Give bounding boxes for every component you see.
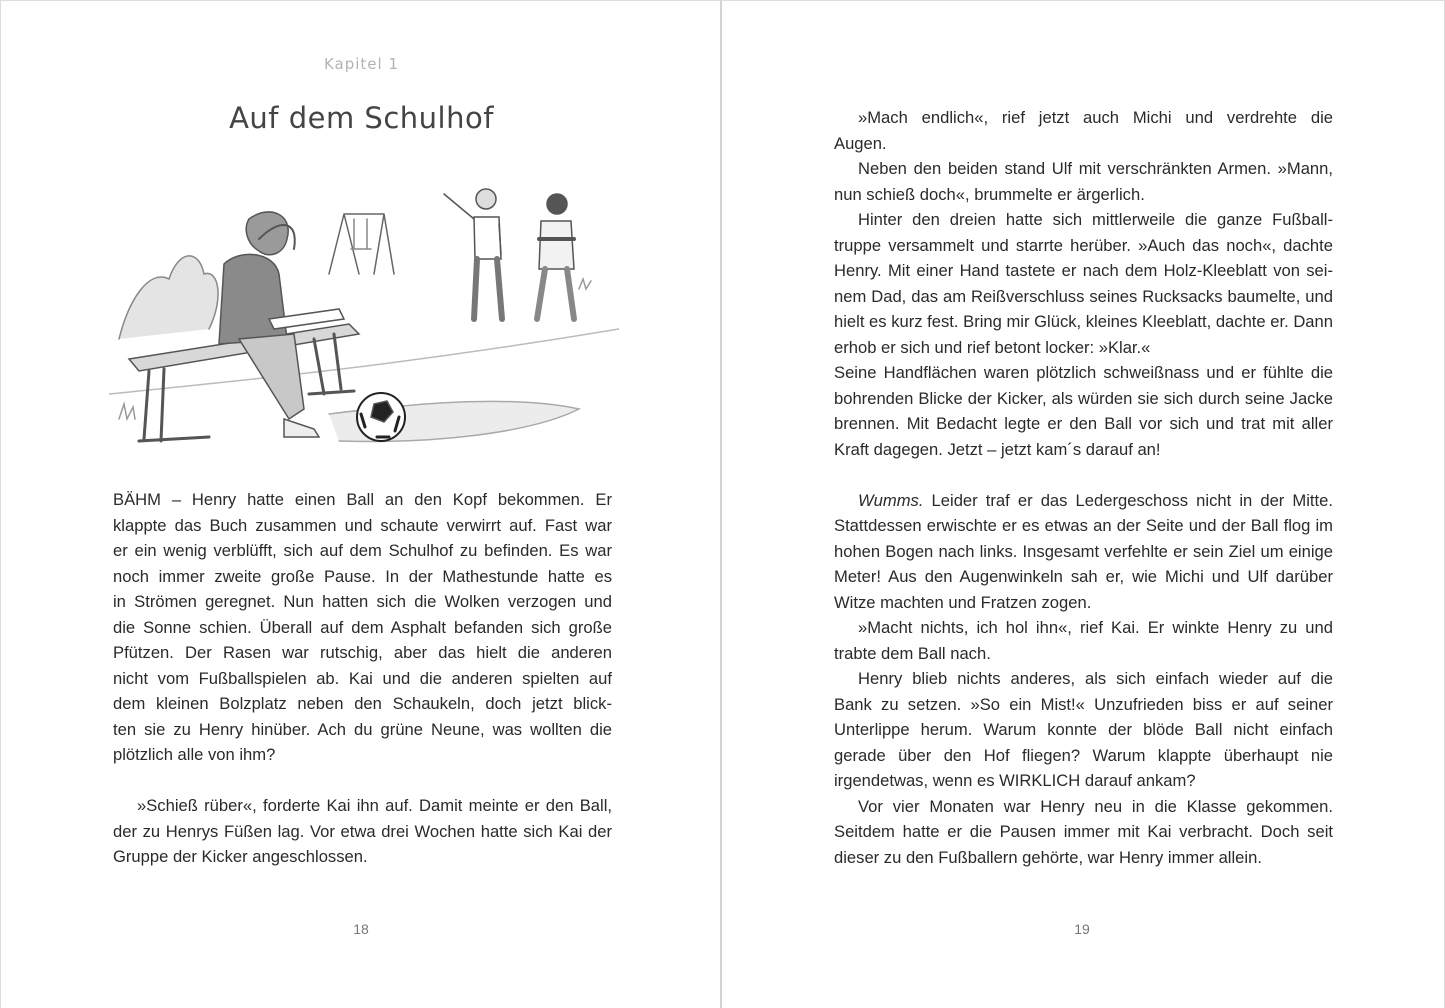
line-text: Leider traf er das Ledergeschoss nicht in der Mitte. (923, 490, 1333, 510)
text-line: irgendetwas, wenn es WIRKLICH darauf ankam? (834, 771, 1196, 790)
paragraph (834, 207, 1333, 360)
text-line: der zu Henrys Füßen lag. Vor etwa drei Wochen hatte sich Kai der (113, 821, 612, 841)
text-line: die Sonne schien. Überall auf dem Asphalt befanden sich große (113, 617, 612, 637)
text-line: Pfützen. Der Rasen war rutschig, aber das hielt die anderen (113, 643, 612, 662)
text-line: Kraft dagegen. Jetzt – jetzt kam´s darauf an! (834, 439, 1161, 459)
text-line: gerade über den Hof fliegen? Warum klappte überhaupt nie (834, 745, 1333, 765)
text-line: nem Dad, das am Reißverschluss seines Rucksacks baumelte, und (834, 286, 1333, 306)
text-line: Hinter den dreien hatte sich mittlerweile die ganze Fußball- (858, 210, 1333, 229)
paragraph (113, 793, 612, 870)
text-line: erhob er sich und rief betont locker: »Klar.« (834, 337, 1151, 357)
paragraph (834, 488, 1333, 616)
left-page-body-text (113, 487, 612, 870)
paragraph (834, 615, 1333, 666)
text-line: brennen. Mit Bedacht legte er den Ball vor sich und trat mit aller (834, 414, 1333, 433)
text-line: Seitdem hatte er die Pausen immer mit Kai verbracht. Doch seit (834, 822, 1333, 841)
paragraph (834, 156, 1333, 207)
text-line: BÄHM – Henry hatte einen Ball an den Kopf bekommen. Er (113, 490, 612, 509)
text-line: Witze machten und Fratzen zogen. (834, 592, 1092, 612)
text-line: Meter! Aus den Augenwinkeln sah er, wie Michi und Ulf darüber (834, 567, 1333, 586)
paragraph (113, 487, 612, 768)
text-line: truppe versammelt und starrte herüber. »Auch das noch«, dachte (834, 235, 1333, 255)
italic-lead: Wumms. (858, 490, 924, 510)
text-line: Henry blieb nichts anderes, als sich einfach wieder auf die (858, 669, 1333, 688)
text-line: Neben den beiden stand Ulf mit verschränkten Armen. »Mann, (858, 159, 1333, 178)
text-line: plötzlich alle von ihm? (113, 745, 276, 764)
text-line: Henry. Mit einer Hand tastete er nach dem Holz-Kleeblatt von sei- (834, 261, 1333, 280)
text-line: Vor vier Monaten war Henry neu in die Klasse gekommen. (858, 796, 1333, 816)
text-line: trabte dem Ball nach. (834, 643, 991, 663)
chapter-label: Kapitel 1 (323, 55, 400, 73)
text-line: noch immer zweite große Pause. In der Mathestunde hatte es (113, 566, 612, 586)
paragraph (834, 360, 1333, 462)
text-line: »Mach endlich«, rief jetzt auch Michi und verdrehte die (858, 108, 1333, 127)
text-line: nicht vom Fußballspielen ab. Kai und die anderen spielten auf (113, 668, 612, 688)
paragraph-gap (113, 768, 612, 794)
text-line: »Macht nichts, ich hol ihn«, rief Kai. Er winkte Henry zu und (858, 618, 1333, 637)
chapter-title: Auf dem Schulhof (229, 101, 494, 135)
text-line: bohrenden Blicke der Kicker, als würden sie sich durch seine Jacke (834, 388, 1333, 408)
text-line: ten sie zu Henry hinüber. Ach du grüne Neune, was wollten die (113, 719, 612, 739)
text-line: hielt es kurz fest. Bring mir Glück, kleines Kleeblatt, dachte er. Dann (834, 312, 1333, 331)
chapter-illustration (109, 179, 619, 464)
text-line: Augen. (834, 133, 887, 153)
page-number: 18 (353, 921, 369, 937)
text-line: dieser zu den Fußballern gehörte, war Henry immer allein. (834, 847, 1262, 867)
page-number: 19 (1074, 921, 1090, 937)
left-page (0, 0, 721, 1008)
right-page-body-text (834, 105, 1333, 870)
text-line: dem kleinen Bolzplatz neben den Schaukeln, doch jetzt blick- (113, 694, 612, 713)
text-line: Gruppe der Kicker angeschlossen. (113, 847, 368, 866)
text-line: er ein wenig verblüfft, sich auf dem Schulhof zu befinden. Es war (113, 541, 612, 560)
text-line: hohen Bogen nach links. Insgesamt verfehlte er sein Ziel um einige (834, 541, 1333, 561)
text-line: in Strömen geregnet. Nun hatten sich die Wolken verzogen und (113, 592, 612, 611)
text-line: Stattdessen erwischte er es etwas an der Seite und der Ball flog im (834, 516, 1333, 535)
text-line: »Schieß rüber«, forderte Kai ihn auf. Damit meinte er den Ball, (137, 796, 612, 815)
text-line: Unterlippe herum. Warum konnte der blöde Ball nicht einfach (834, 720, 1333, 739)
paragraph (834, 794, 1333, 871)
text-line: klappte das Buch zusammen und schaute verwirrt auf. Fast war (113, 515, 612, 535)
text-line: nun schieß doch«, brummelte er ärgerlich. (834, 184, 1145, 204)
paragraph-gap (834, 462, 1333, 488)
paragraph (834, 666, 1333, 794)
text-line: Seine Handflächen waren plötzlich schweißnass und er fühlte die (834, 363, 1333, 382)
text-line: Bank zu setzen. »So ein Mist!« Unzufrieden biss er auf seiner (834, 694, 1333, 714)
paragraph (834, 105, 1333, 156)
text-line (834, 488, 1333, 514)
right-page (722, 0, 1445, 1008)
